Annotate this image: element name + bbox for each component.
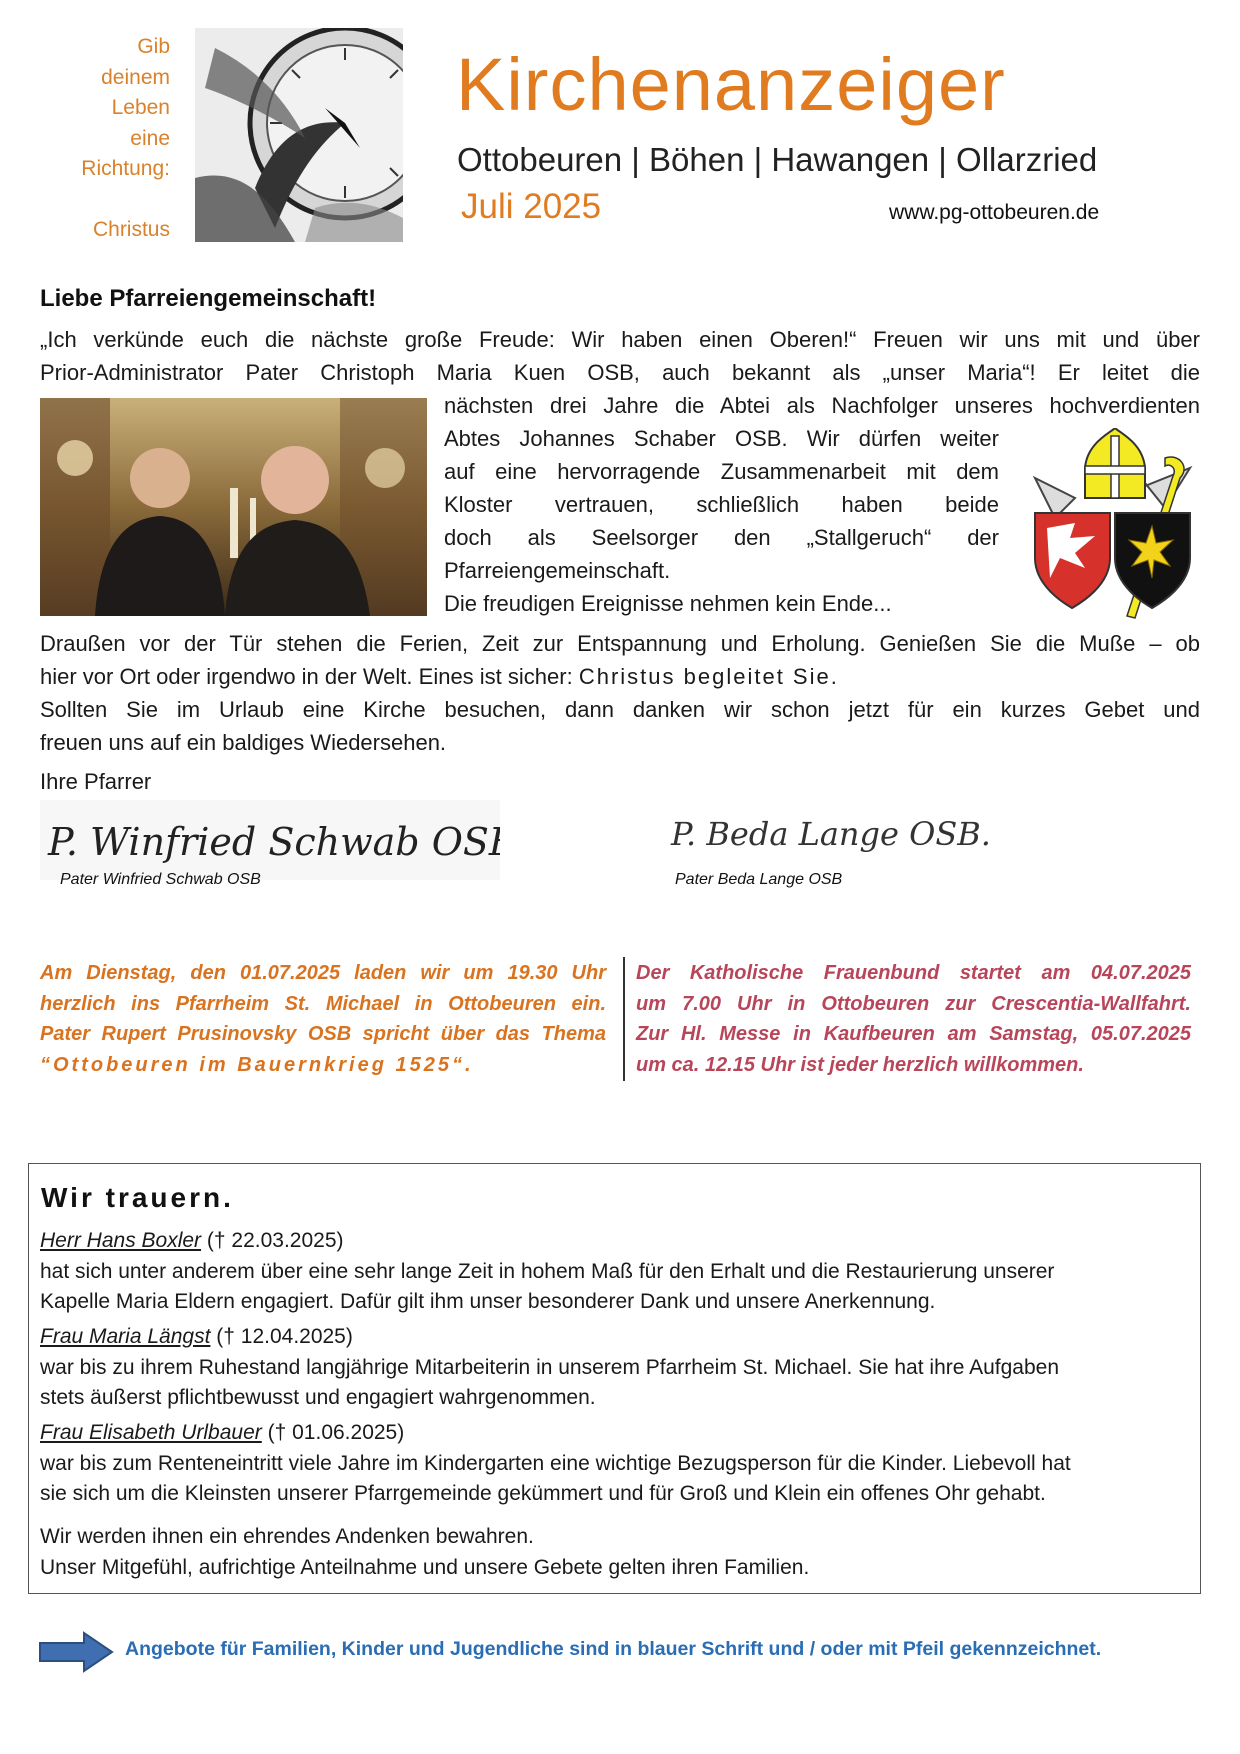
mourning-entry bbox=[40, 1418, 1190, 1510]
motto bbox=[40, 32, 170, 245]
death-date: († 12.04.2025) bbox=[210, 1325, 353, 1348]
text-line: Wir werden ihnen ein ehrendes Andenken bewahren. bbox=[40, 1525, 534, 1548]
text-line: Kloster vertrauen, schließlich haben beide bbox=[444, 492, 999, 517]
deceased-name: Herr Hans Boxler bbox=[40, 1229, 202, 1252]
motto-line: eine bbox=[130, 126, 170, 150]
letter-greeting: Liebe Pfarreiengemeinschaft! bbox=[40, 285, 377, 312]
text-line: Die freudigen Ereignisse nehmen kein Ende... bbox=[444, 591, 892, 616]
mourning-title: Wir trauern. bbox=[41, 1182, 234, 1213]
deceased-name: Frau Elisabeth Urlbauer bbox=[40, 1421, 262, 1444]
text-line: um ca. 12.15 Uhr ist jeder herzlich willkommen. bbox=[636, 1053, 1084, 1076]
text-line: freuen uns auf ein baldiges Wiedersehen. bbox=[40, 730, 447, 755]
parish-places: Ottobeuren | Böhen | Hawangen | Ollarzried bbox=[457, 141, 1098, 178]
letter-paragraph-1-wrapped bbox=[444, 422, 999, 620]
signature-beda bbox=[665, 800, 1095, 880]
motto-line: Leben bbox=[111, 96, 170, 119]
death-date: († 22.03.2025) bbox=[201, 1229, 344, 1252]
text-line: Am Dienstag, den 01.07.2025 laden wir um 19.30 Uhr bbox=[40, 962, 606, 984]
mourning-entry bbox=[40, 1226, 1190, 1318]
letter-paragraph-2 bbox=[40, 627, 1200, 759]
motto-line: Richtung: bbox=[81, 157, 170, 180]
text-line bbox=[40, 660, 1200, 693]
footer-note: Angebote für Familien, Kinder und Jugendliche sind in blauer Schrift und / oder mit Pfeil gekennzeichnet. bbox=[125, 1638, 1102, 1660]
text-line: herzlich ins Pfarrheim St. Michael in Ottobeuren ein. bbox=[40, 992, 606, 1015]
motto-line: Gib bbox=[137, 35, 170, 58]
text-line: hat sich unter anderem über eine sehr lange Zeit in hohem Maß für den Erhalt und die Restaurierung unserer bbox=[40, 1259, 1055, 1283]
text-line: war bis zu ihrem Ruhestand langjährige Mitarbeiterin in unserem Pfarrheim St. Michael. Sie hat ihre Aufgaben bbox=[40, 1355, 1060, 1379]
emphasis-christus: Christus begleitet Sie. bbox=[578, 664, 839, 689]
text-line: sie sich um die Kleinsten unserer Pfarrgemeinde gekümmert und für Groß und Klein ein offenes Ohr gehabt. bbox=[40, 1482, 1046, 1505]
text-line: doch als Seelsorger den „Stallgeruch“ der bbox=[444, 525, 999, 550]
text-line: Abtes Johannes Schaber OSB. Wir dürfen weiter bbox=[444, 426, 999, 451]
text-line bbox=[40, 1322, 1190, 1353]
text-line bbox=[40, 1418, 1190, 1449]
text-line: “Ottobeuren im Bauernkrieg 1525“. bbox=[40, 1053, 474, 1076]
text-line: Der Katholische Frauenbund startet am 04.07.2025 bbox=[636, 962, 1191, 984]
compass-sketch-icon bbox=[195, 28, 403, 242]
right-arrow-icon bbox=[38, 1631, 114, 1673]
column-divider bbox=[623, 957, 625, 1081]
text-line: Pater Rupert Prusinovsky OSB spricht über das Thema bbox=[40, 1023, 606, 1045]
motto-line: Christus bbox=[92, 217, 170, 241]
text-line: Pfarreiengemeinschaft. bbox=[444, 558, 671, 583]
photo-two-monks bbox=[40, 398, 427, 616]
signature-handwriting: P. Winfried Schwab OSB bbox=[48, 820, 500, 864]
signer-name: Pater Beda Lange OSB bbox=[675, 871, 843, 888]
deceased-name: Frau Maria Längst bbox=[40, 1325, 211, 1348]
text-line: auf eine hervorragende Zusammenarbeit mit dem bbox=[444, 459, 999, 484]
signer-name: Pater Winfried Schwab OSB bbox=[60, 871, 261, 888]
mourning-entry bbox=[40, 1322, 1190, 1414]
mourning-closing bbox=[40, 1522, 1190, 1583]
website-link[interactable]: www.pg-ottobeuren.de bbox=[889, 201, 1100, 224]
letter-paragraph-1 bbox=[40, 323, 1200, 389]
signature-handwriting: P. Beda Lange OSB. bbox=[671, 815, 991, 853]
abbey-coat-of-arms-icon bbox=[1015, 428, 1207, 620]
text-line: war bis zum Renteneintritt viele Jahre im Kindergarten eine wichtige Bezugsperson für die Kinder. Liebevoll hat bbox=[40, 1451, 1071, 1475]
text-line: nächsten drei Jahre die Abtei als Nachfolger unseres hochverdienten bbox=[444, 393, 1200, 418]
announcement-pilgrimage bbox=[636, 958, 1191, 1080]
text-line: Kapelle Maria Eldern engagiert. Dafür gilt ihm unser besonderer Dank und unsere Anerkennung. bbox=[40, 1290, 936, 1313]
text-line: Draußen vor der Tür stehen die Ferien, Zeit zur Entspannung und Erholung. Genießen Sie die Muße – ob bbox=[40, 631, 1200, 656]
text-line: Sollten Sie im Urlaub eine Kirche besuchen, dann danken wir schon jetzt für ein kurzes Gebet und bbox=[40, 697, 1200, 722]
death-date: († 01.06.2025) bbox=[261, 1421, 405, 1444]
text-line bbox=[40, 1226, 1190, 1257]
signature-winfried bbox=[40, 800, 500, 880]
text-line: Unser Mitgefühl, aufrichtige Anteilnahme und unsere Gebete gelten ihren Familien. bbox=[40, 1555, 810, 1579]
letter-closing: Ihre Pfarrer bbox=[40, 769, 152, 794]
text-line: „Ich verkünde euch die nächste große Freude: Wir haben einen Oberen!“ Freuen wir uns mit und über bbox=[40, 327, 1200, 352]
text-line: Zur Hl. Messe in Kaufbeuren am Samstag, 05.07.2025 bbox=[636, 1023, 1191, 1045]
motto-line: deinem bbox=[101, 65, 170, 89]
text-segment: hier vor Ort oder irgendwo in der Welt. Eines ist sicher: bbox=[40, 664, 573, 689]
text-line: Prior-Administrator Pater Christoph Maria Kuen OSB, auch bekannt als „unser Maria“! Er leitet die bbox=[40, 360, 1200, 385]
masthead-title: Kirchenanzeiger bbox=[456, 43, 1006, 126]
announcement-lecture bbox=[40, 958, 606, 1080]
letter-wrap-line bbox=[444, 389, 1200, 422]
text-line: stets äußerst pflichtbewusst und engagiert wahrgenommen. bbox=[40, 1386, 596, 1409]
text-line: um 7.00 Uhr in Ottobeuren zur Crescentia-Wallfahrt. bbox=[636, 992, 1191, 1015]
issue-date: Juli 2025 bbox=[461, 187, 602, 226]
